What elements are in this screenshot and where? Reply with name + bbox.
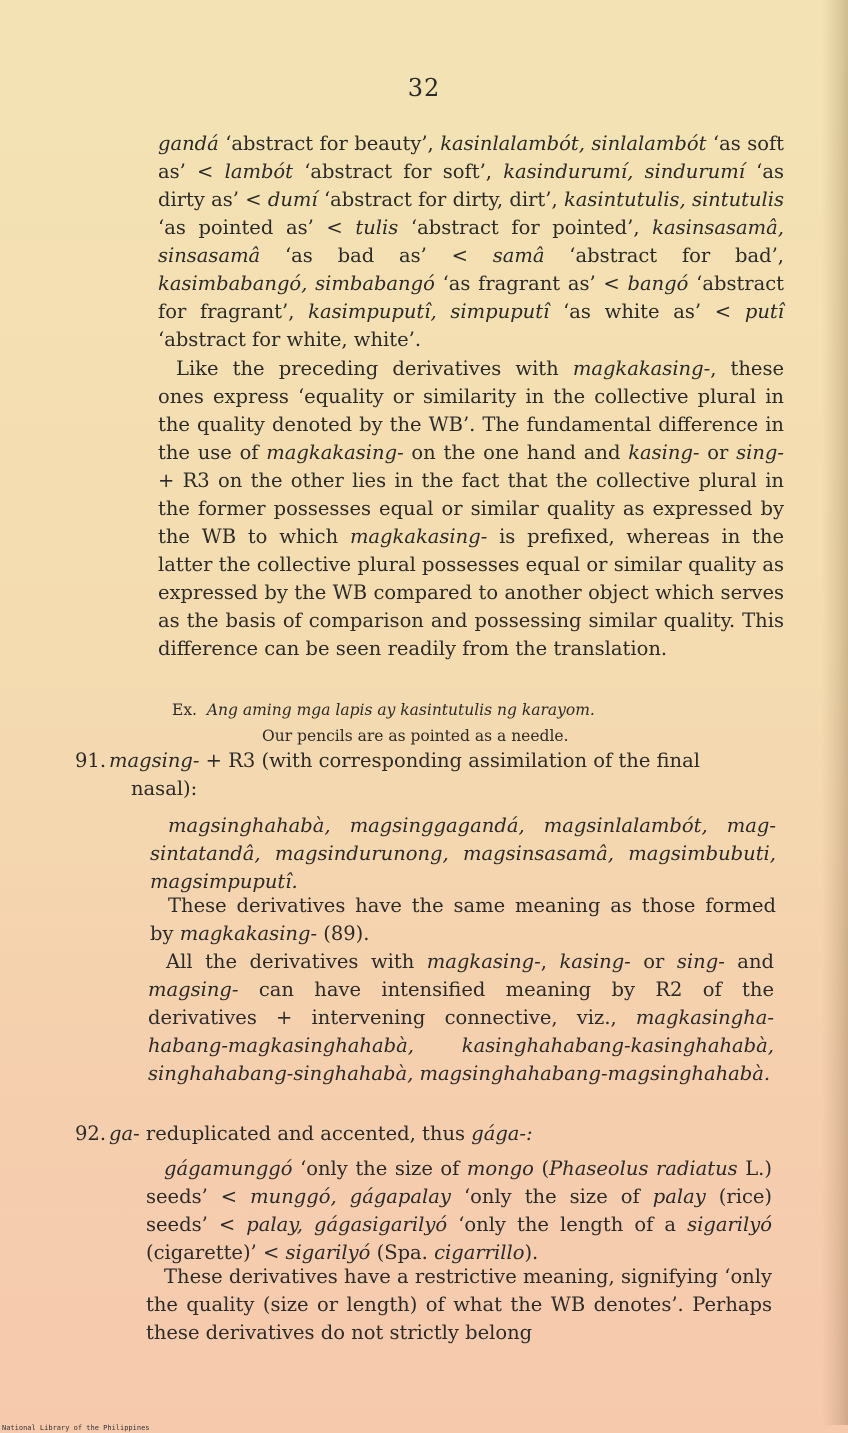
section-91-title: magsing- + R3 (with corresponding assimilation of the final (109, 749, 700, 772)
example-label: Ex. (172, 701, 197, 719)
section-91-title-cont: nasal): (131, 777, 198, 800)
section-92-meaning: These derivatives have a restrictive meaning, signifying ‘only the quality (size or length) of what the WB denotes’. Perhaps these derivatives do not strictly belong (146, 1265, 772, 1344)
section-91-number: 91. (75, 749, 107, 772)
section-91-intensified: All the derivatives with magkasing-, kasing- or sing- and magsing- can have intensified meaning by R2 of the derivatives + intervening connective, viz., magkasinghahabang-magkasinghahabà, kasinghahabang-kasinghahabà, singhahabang-singhahabà, magsinghahabang-magsinghahabà. (148, 950, 774, 1085)
example-tagalog: Ang aming mga lapis ay kasintutulis ng karayom. (206, 701, 595, 719)
page-edge-shadow (822, 0, 848, 1425)
section-91-meaning: These derivatives have the same meaning as those formed by magkakasing- (89). (150, 894, 776, 945)
paragraph-comparison: Like the preceding derivatives with magkakasing-, these ones express ‘equality or similarity in the collective plural in the quality denoted by the WB’. The fundamental difference in the use of magkakasing- on the one hand and kasing- or sing- + R3 on the other lies in the fact that the collective plural in the former possesses equal or similar quality as expressed by the WB to which magkakasing- is prefixed, whereas in the latter the collective plural possesses equal or similar quality as expressed by the WB compared to another object which serves as the basis of comparison and possessing similar quality. This difference can be seen readily from the translation. (158, 357, 784, 660)
example-block (172, 697, 772, 749)
section-92-number: 92. (75, 1122, 107, 1145)
section-92-examples: gágamunggó ‘only the size of mongo (Phaseolus radiatus L.) seeds’ < munggó, gágapalay ‘only the size of palay (rice) seeds’ < palay, gágasigarilyó ‘only the length of a sigarilyó (cigarette)’ < sigarilyó (Spa. cigarrillo). (146, 1157, 773, 1264)
example-translation: Our pencils are as pointed as a needle. (262, 727, 569, 745)
section-91-heading (75, 747, 785, 803)
section-92-title: ga- reduplicated and accented, thus gága-: (109, 1122, 533, 1145)
page-number: 32 (407, 74, 441, 102)
library-footer: National Library of the Philippines (2, 1424, 150, 1432)
section-91-examples: magsinghahabà, magsinggagandá, magsinlalambót, magsintatandâ, magsindurunong, magsinsasamâ, magsimbubuti, magsimpuputî. (150, 814, 776, 893)
paragraph-intro: gandá ‘abstract for beauty’, kasinlalambót, sinlalambót ‘as soft as’ < lambót ‘abstract for soft’, kasindurumí, sindurumí ‘as dirty as’ < dumí ‘abstract for dirty, dirt’, kasintutulis, sintutulis ‘as pointed as’ < tulis ‘abstract for pointed’, kasinsasamâ, sinsasamâ ‘as bad as’ < samâ ‘abstract for bad’, kasimbabangó, simbabangó ‘as fragrant as’ < bangó ‘abstract for fragrant’, kasimpuputî, simpuputî ‘as white as’ < putî ‘abstract for white, white’. (158, 132, 785, 351)
section-92-heading (75, 1120, 785, 1148)
